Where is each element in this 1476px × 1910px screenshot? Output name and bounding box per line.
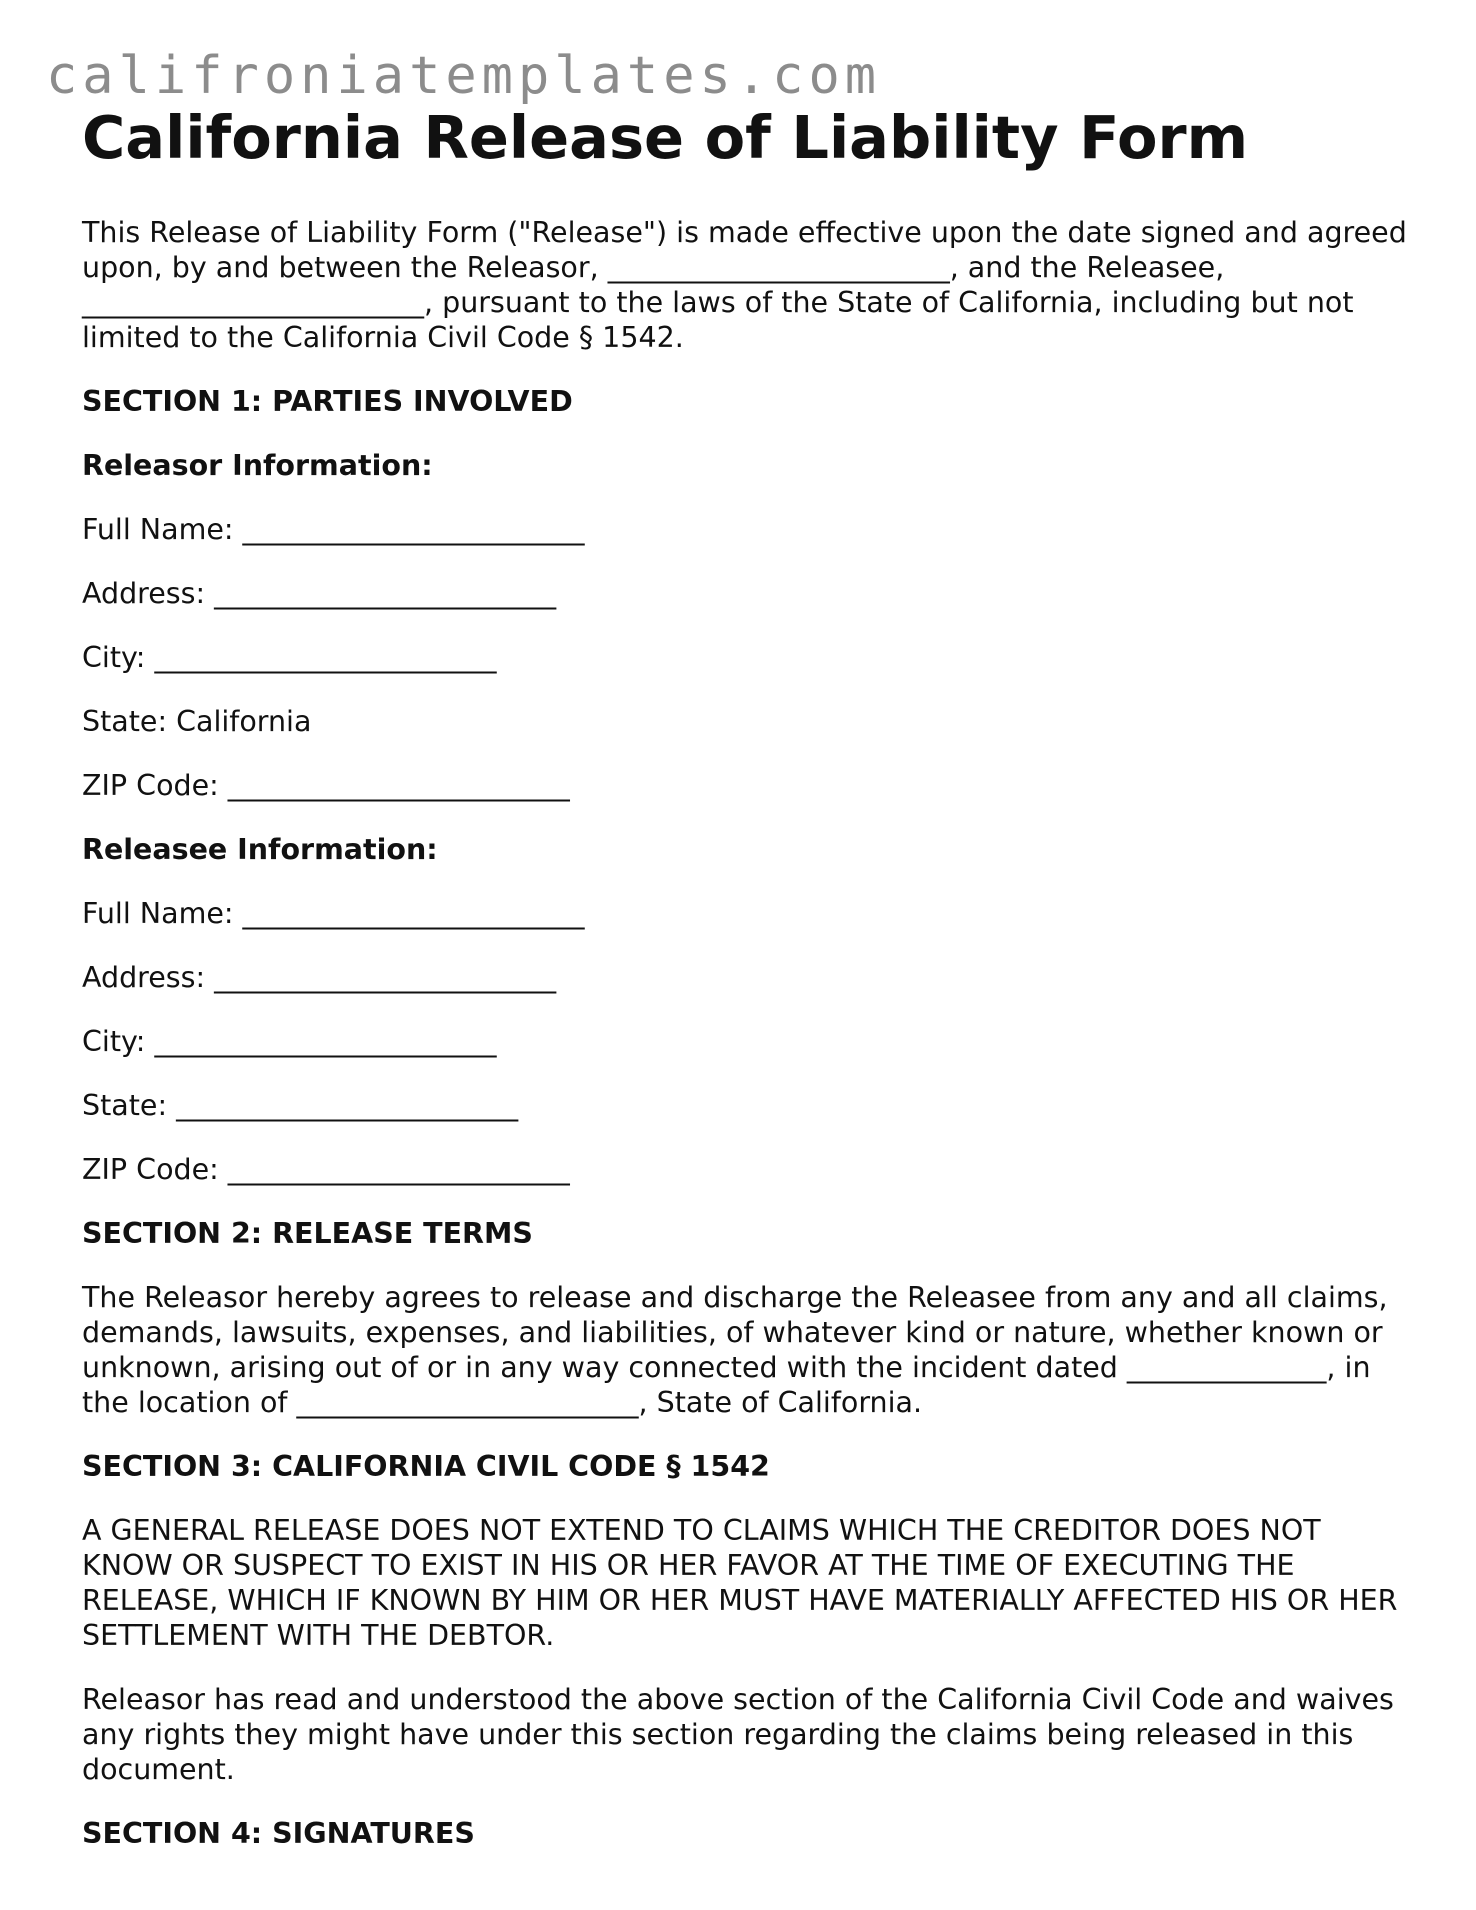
releasor-city-field[interactable]: City: ________________________ — [82, 640, 497, 674]
page-title: California Release of Liability Form — [82, 103, 1249, 172]
section-2-heading: SECTION 2: RELEASE TERMS — [82, 1216, 533, 1250]
releasee-info-heading: Releasee Information: — [82, 832, 438, 866]
releasor-state-field: State: California — [82, 704, 312, 738]
releasee-zip-field[interactable]: ZIP Code: ________________________ — [82, 1152, 570, 1186]
releasee-state-field[interactable]: State: ________________________ — [82, 1088, 519, 1122]
releasee-city-field[interactable]: City: ________________________ — [82, 1024, 497, 1058]
section-1-heading: SECTION 1: PARTIES INVOLVED — [82, 384, 573, 418]
intro-paragraph: This Release of Liability Form ("Release") is made effective upon the date signed and agreed upon, by and between the Releasor, ________________________, and the Releasee, ________________________, pursuant to the laws of the State of California, including but not limited to the California Civil Code § 1542. — [82, 215, 1407, 354]
releasor-info-heading: Releasor Information: — [82, 448, 433, 482]
section-4-heading: SECTION 4: SIGNATURES — [82, 1816, 475, 1850]
release-terms-paragraph: The Releasor hereby agrees to release and discharge the Releasee from any and all claims, demands, lawsuits, expenses, and liabilities, of whatever kind or nature, whether known or unknown, arising out of or in any way connected with the incident dated ______________, in the location of ________________________, State of California. — [82, 1280, 1388, 1419]
releasor-full-name-field[interactable]: Full Name: ________________________ — [82, 512, 585, 546]
section-3-heading: SECTION 3: CALIFORNIA CIVIL CODE § 1542 — [82, 1449, 770, 1483]
releasee-address-field[interactable]: Address: ________________________ — [82, 960, 557, 994]
document-page — [82, 104, 1412, 1851]
releasor-address-field[interactable]: Address: ________________________ — [82, 576, 557, 610]
watermark: califroniatemplates.com — [46, 46, 882, 106]
civil-code-quote: A GENERAL RELEASE DOES NOT EXTEND TO CLAIMS WHICH THE CREDITOR DOES NOT KNOW OR SUSPECT TO EXIST IN HIS OR HER FAVOR AT THE TIME OF EXECUTING THE RELEASE, WHICH IF KNOWN BY HIM OR HER MUST HAVE MATERIALLY AFFECTED HIS OR HER SETTLEMENT WITH THE DEBTOR. — [82, 1513, 1398, 1652]
acknowledgement-paragraph: Releasor has read and understood the above section of the California Civil Code and waives any rights they might have under this section regarding the claims being released in this document. — [82, 1682, 1394, 1786]
releasor-zip-field[interactable]: ZIP Code: ________________________ — [82, 768, 570, 802]
releasee-full-name-field[interactable]: Full Name: ________________________ — [82, 896, 585, 930]
